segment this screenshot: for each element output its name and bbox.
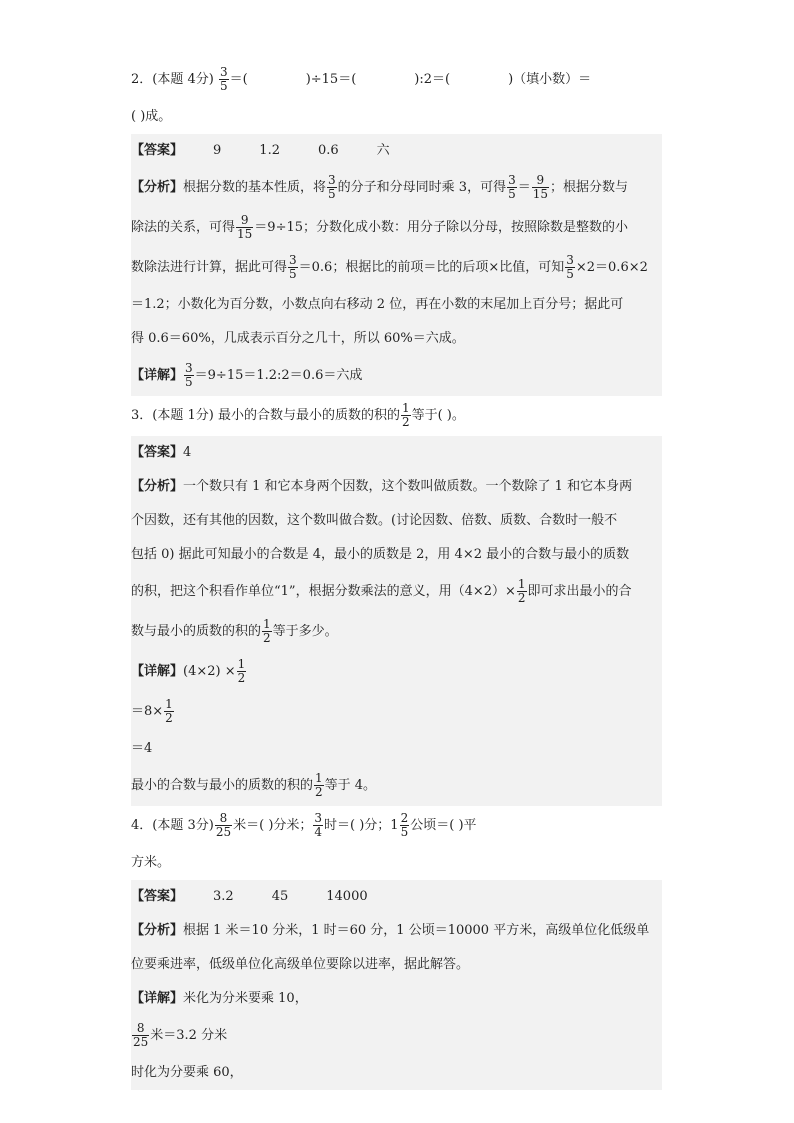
text: 一个数只有 1 和它本身两个因数，这个数叫做质数。一个数除了 1 和它本身两 <box>183 479 633 494</box>
q4-detail-2 <box>131 1016 662 1056</box>
text: 的分子和分母同时乘 3，可得 <box>337 180 507 195</box>
analysis-label: 【分析】 <box>131 923 184 938</box>
text: 个因数，还有其他的因数，这个数叫做合数。(讨论因数、倍数、质数、合数时一般不 <box>131 513 618 528</box>
fraction: $\frac{3}{5}$ <box>566 253 574 281</box>
text: 数与最小的质数的积的 <box>131 624 262 639</box>
q2-answer <box>131 134 662 168</box>
q3-line1 <box>131 396 662 436</box>
q3-analysis-2 <box>131 504 662 538</box>
q3-analysis-1 <box>131 470 662 504</box>
q2-text: ＝( <box>229 72 248 87</box>
fraction: $\frac{2}{5}$ <box>400 811 409 839</box>
fraction: $\frac{3}{5}$ <box>508 173 516 201</box>
fraction: $\frac{3}{5}$ <box>219 65 228 93</box>
q4-text: 4．(本题 3分) <box>131 818 214 833</box>
text: 数除法进行计算，据此可得 <box>131 260 288 275</box>
answer-label: 【答案】 <box>131 889 184 904</box>
answer-value: 1.2 <box>259 143 280 158</box>
fraction: $\frac{3}{5}$ <box>289 253 297 281</box>
fraction: $\frac{1}{2}$ <box>165 697 173 725</box>
detail-label: 【详解】 <box>131 368 184 383</box>
analysis-label: 【分析】 <box>131 479 184 494</box>
fraction: $\frac{9}{15}$ <box>237 213 253 241</box>
text: (4×2) × <box>183 664 236 679</box>
text: 等于多少。 <box>272 624 338 639</box>
answer-value: 4 <box>183 445 192 460</box>
text: ＝9÷15＝1.2:2＝0.6＝六成 <box>194 368 363 383</box>
text: ＝4 <box>131 741 153 756</box>
q4-answer <box>131 880 662 914</box>
q4-text: 时＝( )分；1 <box>324 818 399 833</box>
text: ＝0.6；根据比的前项＝比的后项×比值，可知 <box>298 260 565 275</box>
q4-text: 米＝( )分米； <box>233 818 313 833</box>
answer-value: 9 <box>213 143 222 158</box>
q3-detail-3 <box>131 732 662 766</box>
detail-label: 【详解】 <box>131 664 184 679</box>
text: 的积，把这个积看作单位“1”，根据分数乘法的意义，用（4×2）× <box>131 584 516 599</box>
q4-analysis-2 <box>131 948 662 982</box>
text: 米化为分米要乘 10， <box>183 991 308 1006</box>
text: 最小的合数与最小的质数的积的 <box>131 778 314 793</box>
text: ×2＝0.6×2 <box>575 260 648 275</box>
text: 位要乘进率，低级单位化高级单位要除以进率，据此解答。 <box>131 957 470 972</box>
text: 包括 0) 据此可知最小的合数是 4，最小的质数是 2，用 4×2 最小的合数与最小的质数 <box>131 547 630 562</box>
text: 根据 1 米＝10 分米，1 时＝60 分，1 公顷＝10000 平方米，高级单位化低级单 <box>183 923 650 938</box>
q2-prefix: 2．(本题 4分) <box>131 72 214 87</box>
fraction: $\frac{1}{2}$ <box>315 771 323 799</box>
detail-label: 【详解】 <box>131 991 184 1006</box>
q2-analysis-2 <box>131 208 662 248</box>
q3-detail-1 <box>131 652 662 692</box>
q2-line1 <box>131 60 662 100</box>
q2-text: ( )成。 <box>131 109 172 124</box>
q2-analysis-1: 【分析】根据分数的基本性质，将 $\frac{3}{5}$ 的分子和分母同时乘 3，可得 $\frac{3}{5}$ ＝ $\frac{9}{15}$ ；根据分数与 <box>131 168 662 208</box>
q4-detail-1 <box>131 982 662 1016</box>
q2-detail <box>131 356 662 396</box>
q3-analysis-4 <box>131 572 662 612</box>
document-page <box>131 60 662 1090</box>
q2-text: )÷15＝( <box>305 72 357 87</box>
text: ＝8× <box>131 704 164 719</box>
q3-detail-2 <box>131 692 662 732</box>
q3-answer <box>131 436 662 470</box>
answer-value: 六 <box>376 143 390 158</box>
q2-analysis-3 <box>131 248 662 288</box>
q3-analysis-3 <box>131 538 662 572</box>
q2-analysis-5 <box>131 322 662 356</box>
answer-value: 45 <box>271 889 289 904</box>
text: 得 0.6＝60%，几成表示百分之几十，所以 60%＝六成。 <box>131 331 465 346</box>
text: ＝1.2；小数化为百分数，小数点向右移动 2 位，再在小数的末尾加上百分号；据此可 <box>131 297 624 312</box>
q2-text: )（填小数）＝ <box>508 72 592 87</box>
answer-value: 3.2 <box>213 889 234 904</box>
q3-text: 3．(本题 1分) 最小的合数与最小的质数的积的 <box>131 408 400 423</box>
q4-line2 <box>131 846 662 880</box>
answer-label: 【答案】 <box>131 143 184 158</box>
text: 时化为分要乘 60， <box>131 1065 243 1080</box>
fraction: $\frac{3}{5}$ <box>328 173 336 201</box>
fraction: $\frac{1}{2}$ <box>263 617 271 645</box>
analysis-label: 【分析】 <box>131 180 184 195</box>
fraction: $\frac{9}{15}$ <box>532 173 549 201</box>
q2-line2 <box>131 100 662 134</box>
q4-analysis-1 <box>131 914 662 948</box>
text: 米＝3.2 分米 <box>150 1028 228 1043</box>
q2-text: ):2＝( <box>414 72 451 87</box>
text: ；根据分数与 <box>550 180 629 195</box>
text: 即可求出最小的合 <box>527 584 632 599</box>
text: ＝9÷15；分数化成小数：用分子除以分母，按照除数是整数的小 <box>254 220 629 235</box>
fraction: $\frac{8}{25}$ <box>215 811 232 839</box>
fraction: $\frac{3}{4}$ <box>314 811 323 839</box>
text: 根据分数的基本性质，将 <box>183 180 327 195</box>
text: 等于 4。 <box>324 778 377 793</box>
fraction: $\frac{1}{2}$ <box>237 657 246 685</box>
fraction: $\frac{1}{2}$ <box>401 401 410 429</box>
fraction: $\frac{1}{2}$ <box>517 577 526 605</box>
answer-value: 14000 <box>326 889 368 904</box>
fraction: $\frac{3}{5}$ <box>185 361 193 389</box>
q3-analysis-5 <box>131 612 662 652</box>
q2-analysis-4 <box>131 288 662 322</box>
q3-text: 等于( )。 <box>411 408 465 423</box>
answer-value: 0.6 <box>317 143 339 158</box>
fraction: $\frac{8}{25}$ <box>133 1021 149 1049</box>
q4-text: 方米。 <box>131 855 171 870</box>
text: 除法的关系，可得 <box>131 220 236 235</box>
q4-line1 <box>131 806 662 846</box>
q4-text: 公顷＝( )平 <box>410 818 477 833</box>
answer-label: 【答案】 <box>131 445 184 460</box>
q4-detail-3 <box>131 1056 662 1090</box>
q3-detail-4 <box>131 766 662 806</box>
